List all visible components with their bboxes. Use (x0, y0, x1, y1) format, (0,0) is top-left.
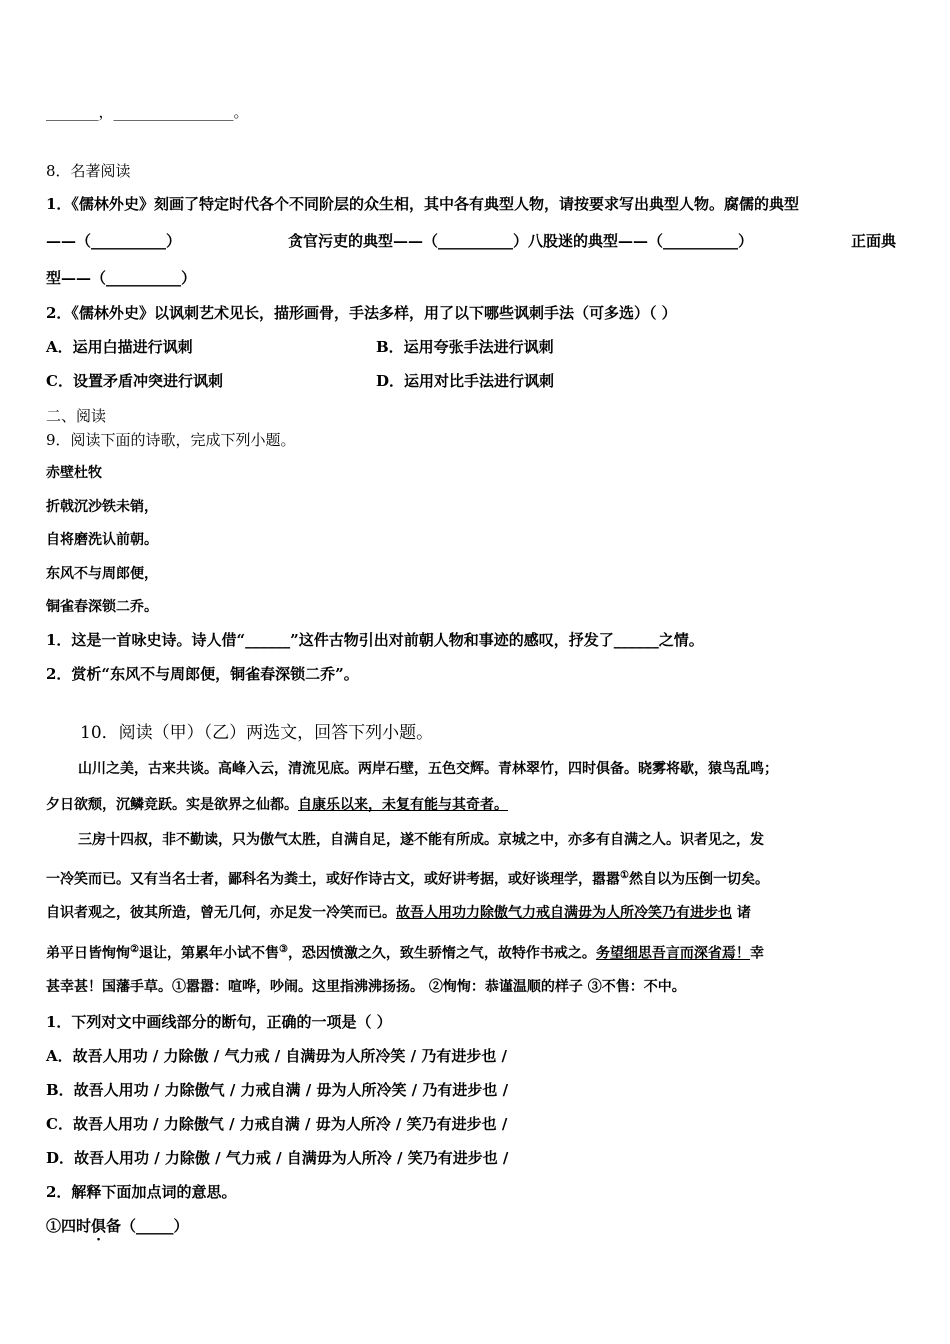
q8-option-a: A．运用白描进行讽刺 (46, 338, 193, 356)
passage-b-text: 幸 (749, 945, 764, 962)
poem-line: 折戟沉沙铁未销， (46, 499, 158, 515)
q9-sub1: 1．这是一首咏史诗。诗人借“______”这件古物引出对前朝人物和事迹的感叹，抒发了______之情。 (46, 631, 704, 649)
previous-answer-blanks: _______，________________。 (46, 103, 249, 121)
q10-sub2-item1 (46, 1215, 189, 1237)
q8-sub2-question: 2．《儒林外史》以讽刺艺术见长，描形画骨，手法多样，用了以下哪些讽刺手法（可多选）（ ） (46, 304, 677, 322)
q8-option-d: D．运用对比手法进行讽刺 (376, 372, 555, 390)
passage-a-line1: 山川之美，古来共谈。高峰入云，清流见底。两岸石壁，五色交辉。青林翠竹，四时俱备。晓雾将歇，猿鸟乱鸣； (78, 761, 778, 777)
dotted-char: 俱 (91, 1217, 107, 1235)
q8-title: 8．名著阅读 (46, 162, 131, 180)
passage-b-line5-notes: 甚幸甚！国藩手草。①嚣嚣：喧哗，吵闹。这里指沸沸扬扬。 ②恂恂：恭谨温顺的样子 ③不售：不中。 (46, 979, 686, 995)
item-text: ①四时 (46, 1217, 92, 1235)
passage-b-line2 (46, 865, 769, 891)
passage-b-text: 诸 (732, 905, 751, 921)
q10-option-a: A．故吾人用功 / 力除傲 / 气力戒 / 自满毋为人所冷笑 / 乃有进步也 / (46, 1047, 508, 1065)
q10-option-d: D．故吾人用功 / 力除傲 / 气力戒 / 自满毋为人所冷 / 笑乃有进步也 / (46, 1149, 509, 1167)
passage-a-underlined: 自康乐以来，未复有能与其奇者。 (298, 797, 508, 813)
passage-a-line2 (46, 794, 508, 816)
passage-b-text: 自识者观之，彼其所造，曾无几何，亦足发一冷笑而已。 (46, 905, 396, 921)
q8-sub1-line3: 型——（__________） (46, 269, 197, 287)
section-heading-reading: 二、阅读 (46, 407, 107, 425)
q8-option-b: B．运用夸张手法进行讽刺 (376, 338, 554, 356)
q8-sub1-blank-pedant: ——（__________） (46, 232, 182, 250)
poem-line: 铜雀春深锁二乔。 (46, 599, 158, 615)
poem-line: 自将磨洗认前朝。 (46, 532, 158, 548)
q10-sub1: 1．下列对文中画线部分的断句，正确的一项是（ ） (46, 1013, 392, 1031)
q9-title: 9．阅读下面的诗歌，完成下列小题。 (46, 431, 296, 449)
passage-b-underlined-sentence: 故吾人用功力除傲气力戒自满毋为人所冷笑乃有进步也 (396, 905, 732, 921)
footnote-ref: ② (130, 944, 139, 955)
item-text-blank: 备（_____） (106, 1217, 189, 1235)
passage-b-line4 (46, 939, 764, 965)
passage-b-text: 一冷笑而已。又有当名士者，鄙科名为粪土，或好作诗古文，或好讲考据，或好谈理学，嚣嚣 (46, 871, 620, 888)
q10-title: 10．阅读（甲）（乙）两选文，回答下列小题。 (80, 723, 434, 743)
q10-option-c: C．故吾人用功 / 力除傲气 / 力戒自满 / 毋为人所冷 / 笑乃有进步也 / (46, 1115, 508, 1133)
q8-sub1-positive-label: 正面典 (851, 232, 897, 250)
q8-sub1-blank-officials-bagu: 贪官污吏的典型——（__________）八股迷的典型——（__________） (288, 232, 754, 250)
poem-title: 赤壁杜牧 (46, 465, 102, 481)
passage-b-line1: 三房十四叔，非不勤读，只为傲气太胜，自满自足，遂不能有所成。京城之中，亦多有自满之人。识者见之，发 (78, 832, 764, 848)
passage-b-line3 (46, 902, 751, 924)
q8-sub1-line1: 1．《儒林外史》刻画了特定时代各个不同阶层的众生相，其中各有典型人物，请按要求写出典型人物。腐儒的典型 (46, 195, 799, 213)
q8-option-c: C．设置矛盾冲突进行讽刺 (46, 372, 223, 390)
poem-line: 东风不与周郎便， (46, 566, 158, 582)
passage-b-text: 弟平日皆恂恂 (46, 945, 130, 962)
passage-b-text: 然自以为压倒一切矣。 (628, 871, 769, 888)
q9-sub2: 2．赏析“东风不与周郎便，铜雀春深锁二乔”。 (46, 665, 359, 683)
passage-b-underlined-phrase: 务望细思吾言而深省焉！ (595, 945, 750, 962)
passage-b-text: 退让，第累年小试不售 (138, 945, 279, 962)
footnote-ref: ① (620, 870, 629, 881)
q10-sub2: 2．解释下面加点词的意思。 (46, 1183, 237, 1201)
passage-a-text: 夕日欲颓，沉鳞竞跃。实是欲界之仙都。 (46, 797, 298, 813)
passage-b-text: ，恐因愤激之久，致生骄惰之气，故特作书戒之。 (287, 945, 596, 962)
q10-option-b: B．故吾人用功 / 力除傲气 / 力戒自满 / 毋为人所冷笑 / 乃有进步也 / (46, 1081, 509, 1099)
footnote-ref: ③ (278, 944, 288, 955)
